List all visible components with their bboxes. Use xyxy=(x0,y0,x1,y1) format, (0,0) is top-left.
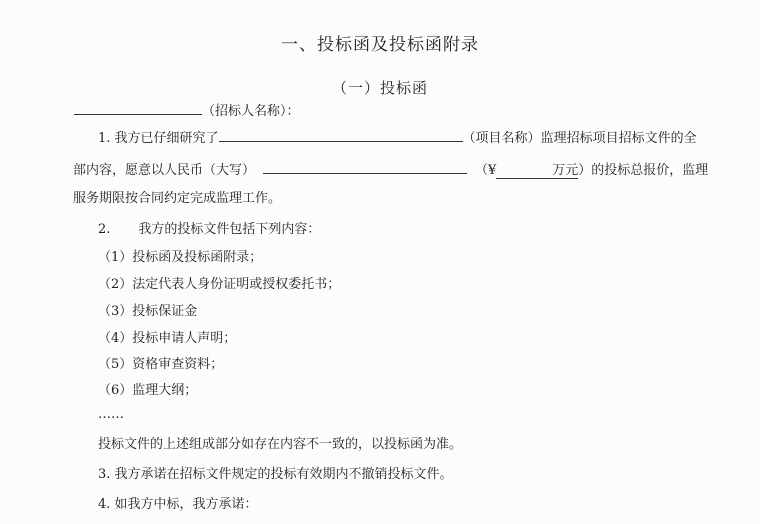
document-title: 一、投标函及投标函附录 xyxy=(281,35,479,55)
clause1-line2 xyxy=(73,159,708,180)
clause2-number: 2. xyxy=(98,222,111,237)
clause3: 3. 我方承诺在招标文件规定的投标有效期内不撤销投标文件。 xyxy=(98,467,453,482)
list-item: （6）监理大纲； xyxy=(98,383,198,398)
yen-close: ）的投标总报价，监理 xyxy=(578,163,709,178)
project-name-label: （项目名称） xyxy=(462,131,541,146)
clause2-heading-text: 我方的投标文件包括下列内容： xyxy=(138,222,321,237)
list-item: （1）投标函及投标函附录； xyxy=(98,250,263,265)
conflict-note: 投标文件的上述组成部分如存在内容不一致的，以投标函为准。 xyxy=(98,437,463,452)
amount-figures-blank xyxy=(496,162,578,179)
list-item: （4）投标申请人声明； xyxy=(98,331,237,346)
clause1-prefix: 1. 我方已仔细研究了 xyxy=(98,131,219,146)
list-item: （5）资格审查资料； xyxy=(98,357,224,372)
clause1-line2-prefix: 部内容，愿意以人民币（大写） xyxy=(73,163,256,178)
project-name-blank xyxy=(219,127,463,142)
amount-unit: 万元 xyxy=(552,163,579,178)
yen-open: （¥ xyxy=(475,163,497,178)
recipient-name-blank xyxy=(74,100,202,115)
recipient-label: （招标人名称）： xyxy=(202,104,300,119)
clause1-line3: 服务期限按合同约定完成监理工作。 xyxy=(73,191,282,206)
list-item: （2）法定代表人身份证明或授权委托书； xyxy=(98,277,341,292)
recipient-line xyxy=(74,100,300,121)
clause1-after-project: 监理招标项目招标文件的全 xyxy=(540,131,697,146)
clause4: 4. 如我方中标，我方承诺： xyxy=(98,497,258,512)
clause1-line1 xyxy=(98,127,697,148)
document-subtitle: （一）投标函 xyxy=(331,79,428,97)
amount-words-blank xyxy=(263,159,467,174)
list-ellipsis: …… xyxy=(98,407,124,422)
clause2-heading xyxy=(98,221,320,239)
list-item: （3）投标保证金 xyxy=(98,304,198,319)
